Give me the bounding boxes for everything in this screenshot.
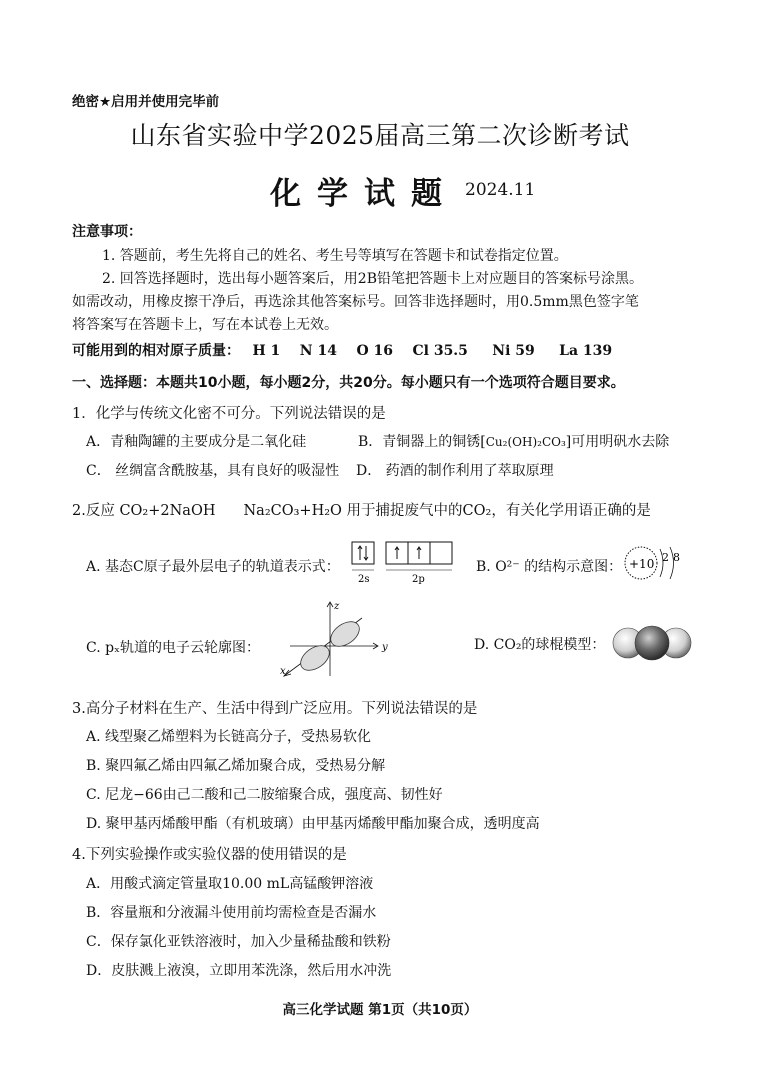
orbital-diagram [350, 540, 462, 584]
notes-heading: 注意事项： [72, 224, 142, 240]
carbon-sphere [635, 626, 669, 660]
q2-stem-suffix: ，有关化学用语正确的是 [491, 503, 651, 519]
q4-option-a: A．用酸式滴定管量取10.00 mL高锰酸钾溶液 [86, 876, 374, 892]
p-orbital-diagram [270, 598, 396, 680]
q2-option-b: B. O²⁻ 的结构示意图： [476, 559, 623, 575]
axis-label-y: y [382, 642, 388, 653]
q1-option-d: D． 药酒的制作利用了萃取原理 [356, 463, 554, 479]
question-4-stem: 4.下列实验操作或实验仪器的使用错误的是 [72, 847, 347, 863]
axis-label-x: x [280, 666, 286, 677]
q1-option-b [358, 431, 669, 451]
exam-title: 山东省实验中学2025届高三第二次诊断考试 [130, 121, 630, 150]
atomic-masses [72, 340, 612, 360]
note-item-2-cont2: 将答案写在答题卡上，写在本试卷上无效。 [72, 317, 338, 333]
note-item-2-cont: 如需改动，用橡皮擦干净后，再选涂其他答案标号。回答非选择题时，用0.5mm黑色签字笔 [72, 294, 639, 310]
q1-option-a: A．青釉陶罐的主要成分是二氧化硅 [86, 434, 307, 450]
note-item-1: 1. 答题前，考生先将自己的姓名、考生号等填写在答题卡和试卷指定位置。 [102, 248, 568, 264]
label-2p: 2p [412, 574, 425, 584]
exam-date: 2024.11 [465, 180, 536, 200]
q4-option-c: C．保存氯化亚铁溶液时，加入少量稀盐酸和铁粉 [86, 934, 391, 950]
nucleus-charge: +10 [629, 557, 655, 571]
shell-2-count: 8 [673, 551, 680, 564]
q3-option-a: A. 线型聚乙烯塑料为长链高分子，受热易软化 [86, 729, 372, 745]
atomic-masses-values: H 1 N 14 O 16 Cl 35.5 Ni 59 La 139 [252, 343, 613, 359]
q2-option-c: C. pₓ轨道的电子云轮廓图： [86, 640, 261, 656]
atomic-masses-label: 可能用到的相对原子质量： [72, 343, 240, 359]
q2-option-d: D. CO₂的球棍模型： [474, 637, 606, 653]
question-2-stem [72, 499, 651, 520]
q2-stem-co2: CO₂ [462, 503, 492, 519]
ball-stick-model [612, 624, 692, 662]
q3-option-b: B. 聚四氟乙烯由四氟乙烯加聚合成，受热易分解 [86, 758, 386, 774]
q2-stem-products: Na₂CO₃+H₂O 用于捕捉废气中的 [243, 503, 463, 519]
q2-stem-reaction: 2.反应 CO₂+2NaOH [72, 503, 216, 519]
label-2s: 2s [358, 574, 370, 584]
q1-option-c: C． 丝绸富含酰胺基，具有良好的吸湿性 [86, 463, 340, 479]
section-heading: 一、选择题：本题共10小题，每小题2分，共20分。每小题只有一个选项符合题目要求。 [72, 375, 625, 391]
q4-option-b: B．容量瓶和分液漏斗使用前均需检查是否漏水 [86, 905, 377, 921]
q2-option-a: A. 基态C原子最外层电子的轨道表示式： [86, 559, 340, 575]
q1-option-b-formula: Cu₂(OH)₂CO₃ [485, 435, 566, 449]
q3-option-c: C. 尼龙−66由己二酸和己二胺缩聚合成，强度高、韧性好 [86, 787, 443, 803]
question-3-stem: 3.高分子材料在生产、生活中得到广泛应用。下列说法错误的是 [72, 701, 478, 717]
q1-option-b-prefix: B．青铜器上的铜锈[ [358, 434, 486, 450]
note-item-2: 2. 回答选择题时，选出每小题答案后，用2B铅笔把答题卡上对应题目的答案标号涂黑。 [102, 271, 644, 287]
atom-structure-diagram [622, 543, 684, 583]
page-footer: 高三化学试题 第1页（共10页） [282, 1002, 478, 1018]
confidential-mark: 绝密★启用并使用完毕前 [72, 94, 220, 110]
orbital-box-2s [352, 542, 374, 564]
subject-title: 化学试题 [270, 176, 458, 212]
q1-option-b-suffix: ]可用明矾水去除 [565, 434, 670, 450]
question-1-stem: 1．化学与传统文化密不可分。下列说法错误的是 [72, 406, 386, 422]
shell-1-count: 2 [662, 551, 669, 564]
axis-label-z: z [334, 601, 340, 612]
q4-option-d: D．皮肤溅上液溴，立即用苯洗涤，然后用水冲洗 [86, 963, 392, 979]
q3-option-d: D. 聚甲基丙烯酸甲酯（有机玻璃）由甲基丙烯酸甲酯加聚合成，透明度高 [86, 816, 540, 832]
